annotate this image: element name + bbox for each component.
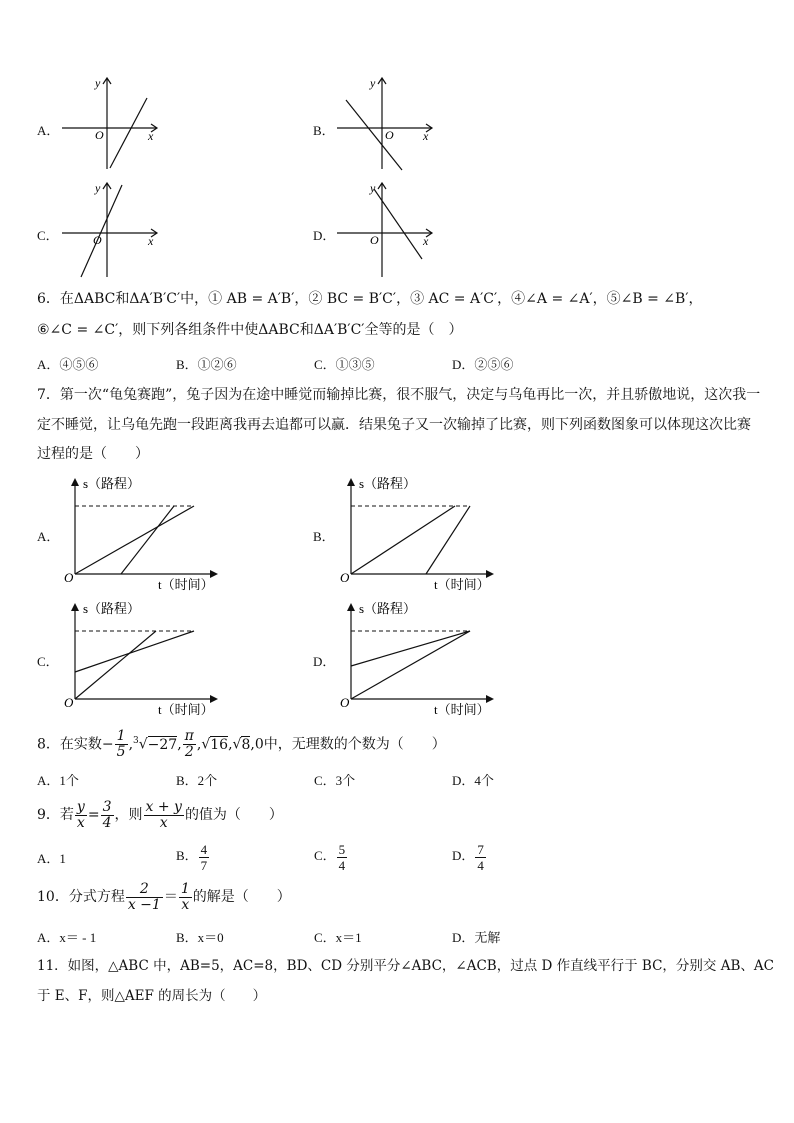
q5-option-b-label: B． <box>313 123 335 138</box>
origin-label: O <box>64 695 74 710</box>
q8-frac-pi-half <box>183 729 196 760</box>
y-axis-label: s（路程） <box>359 601 417 616</box>
q8-frac-neg-one-fifth <box>115 729 128 760</box>
sqrt8-radicand: 8 <box>241 736 251 753</box>
y-axis-label: s（路程） <box>359 476 417 491</box>
q10-frac-right <box>179 882 192 913</box>
numerator: 2 <box>126 882 163 898</box>
q10-stem <box>37 880 291 914</box>
denominator: x <box>76 814 85 831</box>
option-frac <box>199 842 210 873</box>
q8-option-c[interactable]: C．3个 <box>314 773 356 788</box>
y-label: y <box>95 76 101 90</box>
numerator: 1 <box>180 880 190 897</box>
q10-prefix: 10．分式方程 <box>37 889 125 905</box>
option-label: B． <box>176 848 198 863</box>
q7-option-b-label: B． <box>313 529 335 544</box>
q11-line1: 11．如图，△ABC 中，AB=5，AC=8，BD、CD 分别平分∠ABC，∠ACB，过点 D 作直线平行于 BC，分别交 AB、AC <box>37 958 774 974</box>
q9-option-b[interactable] <box>176 838 210 874</box>
q5-graph-b[interactable] <box>330 72 440 172</box>
origin-label: O <box>340 695 350 710</box>
q10-frac-left <box>126 882 163 913</box>
y-arrow <box>71 603 79 611</box>
q7-option-d-label: D． <box>313 654 336 669</box>
q7-option-a-label: A． <box>37 529 60 544</box>
numerator: 7 <box>477 841 484 857</box>
q6-line1: 6．在ΔABC和ΔA′B′C′中，① AB = A′B′，② BC = B′C′，③ AC = A′C′，④∠A = ∠A′，⑤∠B = ∠B′， <box>37 291 703 307</box>
q5-option-a-label: A． <box>37 123 60 138</box>
tortoise-line <box>351 631 470 666</box>
q6-option-b[interactable]: B．①②⑥ <box>176 357 237 372</box>
x-label: x <box>423 234 429 248</box>
x-label: x <box>148 234 154 248</box>
origin-label: O <box>95 128 104 142</box>
denominator: x <box>181 896 190 913</box>
y-axis-label: s（路程） <box>83 601 141 616</box>
x-axis-label: t（时间） <box>158 702 214 717</box>
y-label: y <box>370 76 376 90</box>
x-label: x <box>423 129 429 143</box>
numerator: π <box>184 728 194 745</box>
radical-sign: √ <box>201 736 211 753</box>
numerator: 1 <box>116 728 126 745</box>
equals-sign: ＝ <box>163 889 178 905</box>
numerator: 5 <box>338 841 346 857</box>
numerator: x + y <box>145 798 182 815</box>
rabbit-line <box>75 631 156 699</box>
q7-graph-a[interactable] <box>62 474 222 594</box>
q7-line1: 7．第一次“龟兔赛跑”，兔子因为在途中睡觉而输掉比赛，很不服气，决定与乌龟再比一次，并且骄傲地说，这次我一 <box>37 387 761 403</box>
q7-graph-c[interactable] <box>62 599 222 719</box>
rabbit-line <box>426 506 470 574</box>
q9-frac-y-over-x <box>75 800 87 831</box>
option-frac <box>337 842 348 873</box>
q9-option-d[interactable] <box>452 838 487 874</box>
q8-option-b[interactable]: B．2个 <box>176 773 218 788</box>
q7-graph-d[interactable] <box>338 599 498 719</box>
radical-sign: √ <box>138 736 148 753</box>
numerator: y <box>76 798 85 815</box>
q9-prefix: 9．若 <box>37 807 74 823</box>
denominator: 4 <box>477 857 484 873</box>
origin-label: O <box>385 128 394 142</box>
y-arrow <box>71 478 79 486</box>
q8-option-a[interactable]: A．1个 <box>37 773 79 788</box>
tortoise-line <box>75 631 194 672</box>
option-label: D． <box>452 848 475 863</box>
cube-root-index: 3 <box>133 736 139 746</box>
q8-option-d[interactable]: D．4个 <box>452 773 494 788</box>
function-line <box>110 98 147 168</box>
denominator: 5 <box>116 744 126 761</box>
q10-option-c[interactable]: C．x＝1 <box>314 930 362 945</box>
denominator: x −1 <box>127 896 161 913</box>
q5-graph-c[interactable] <box>55 177 165 280</box>
y-axis-label: s（路程） <box>83 476 141 491</box>
zero: 0 <box>254 736 264 753</box>
denominator: 4 <box>338 857 346 873</box>
q5-graph-a[interactable] <box>55 72 165 172</box>
q7-option-c-label: C． <box>37 654 59 669</box>
denominator: 2 <box>184 744 194 761</box>
q8-prefix: 8．在实数− <box>37 736 114 753</box>
origin-label: O <box>64 570 74 585</box>
tortoise-line <box>75 506 194 574</box>
option-label: C． <box>314 848 336 863</box>
numerator: 4 <box>200 841 208 857</box>
function-line <box>374 189 422 259</box>
q7-line2: 定不睡觉，让乌龟先跑一段距离我再去追都可以赢．结果兔子又一次输掉了比赛，则下列函数图象可以体现这次比赛 <box>37 417 751 433</box>
q10-suffix: 的解是（ ） <box>192 889 291 905</box>
option-frac <box>475 842 486 873</box>
rabbit-line <box>351 631 470 699</box>
q9-option-c[interactable] <box>314 838 348 874</box>
sqrt16-radicand: 16 <box>210 736 229 753</box>
q8-suffix: 中，无理数的个数为（ ） <box>263 736 446 753</box>
y-label: y <box>370 181 376 195</box>
q9-frac-target <box>144 800 184 831</box>
x-axis-label: t（时间） <box>434 702 490 717</box>
q10-option-a[interactable]: A．x＝ - 1 <box>37 930 97 945</box>
q9-option-a[interactable]: A．1 <box>37 851 66 866</box>
radical-sign: √ <box>232 736 242 753</box>
y-arrow <box>347 478 355 486</box>
q10-option-d[interactable]: D．无解 <box>452 930 501 945</box>
denominator: x <box>159 814 168 831</box>
q9-suffix: 的值为（ ） <box>184 807 283 823</box>
q8-stem: 8．在实数− $\frac{1}{5}$ ,$^3$√−27, $\frac{\pi}{2}$ ,√16,√8,0中，无理数的个数为（ ） <box>37 728 446 761</box>
x-label: x <box>148 129 154 143</box>
origin-label: O <box>340 570 350 585</box>
y-arrow <box>347 603 355 611</box>
q5-option-d-label: D． <box>313 228 336 243</box>
y-label: y <box>95 181 101 195</box>
cube-root-radicand: −27 <box>147 736 178 753</box>
q9-frac-three-quarters <box>101 800 114 831</box>
q7-line3: 过程的是（ ） <box>37 446 149 462</box>
denominator: 7 <box>200 857 208 873</box>
q9-mid: ，则 <box>114 807 143 823</box>
numerator: 3 <box>102 798 112 815</box>
denominator: 4 <box>102 814 112 831</box>
q5-graph-d[interactable] <box>330 177 440 280</box>
q6-line2: ⑥∠C = ∠C′，则下列各组条件中使ΔABC和ΔA′B′C′全等的是（ ） <box>37 322 463 338</box>
q6-option-d[interactable]: D．②⑤⑥ <box>452 357 514 372</box>
function-line <box>81 185 122 277</box>
q6-option-c[interactable]: C．①③⑤ <box>314 357 375 372</box>
tortoise-line <box>351 506 455 574</box>
x-axis-label: t（时间） <box>434 577 490 592</box>
q9-stem <box>37 798 283 832</box>
q10-option-b[interactable]: B．x＝0 <box>176 930 224 945</box>
q7-graph-b[interactable] <box>338 474 498 594</box>
q11-line2: 于 E、F，则△AEF 的周长为（ ） <box>37 988 267 1004</box>
origin-label: O <box>93 233 102 247</box>
rabbit-line <box>121 506 174 574</box>
x-axis-label: t（时间） <box>158 577 214 592</box>
equals-sign: = <box>87 807 100 823</box>
q6-option-a[interactable]: A．④⑤⑥ <box>37 357 99 372</box>
q5-option-c-label: C． <box>37 228 59 243</box>
origin-label: O <box>370 233 379 247</box>
